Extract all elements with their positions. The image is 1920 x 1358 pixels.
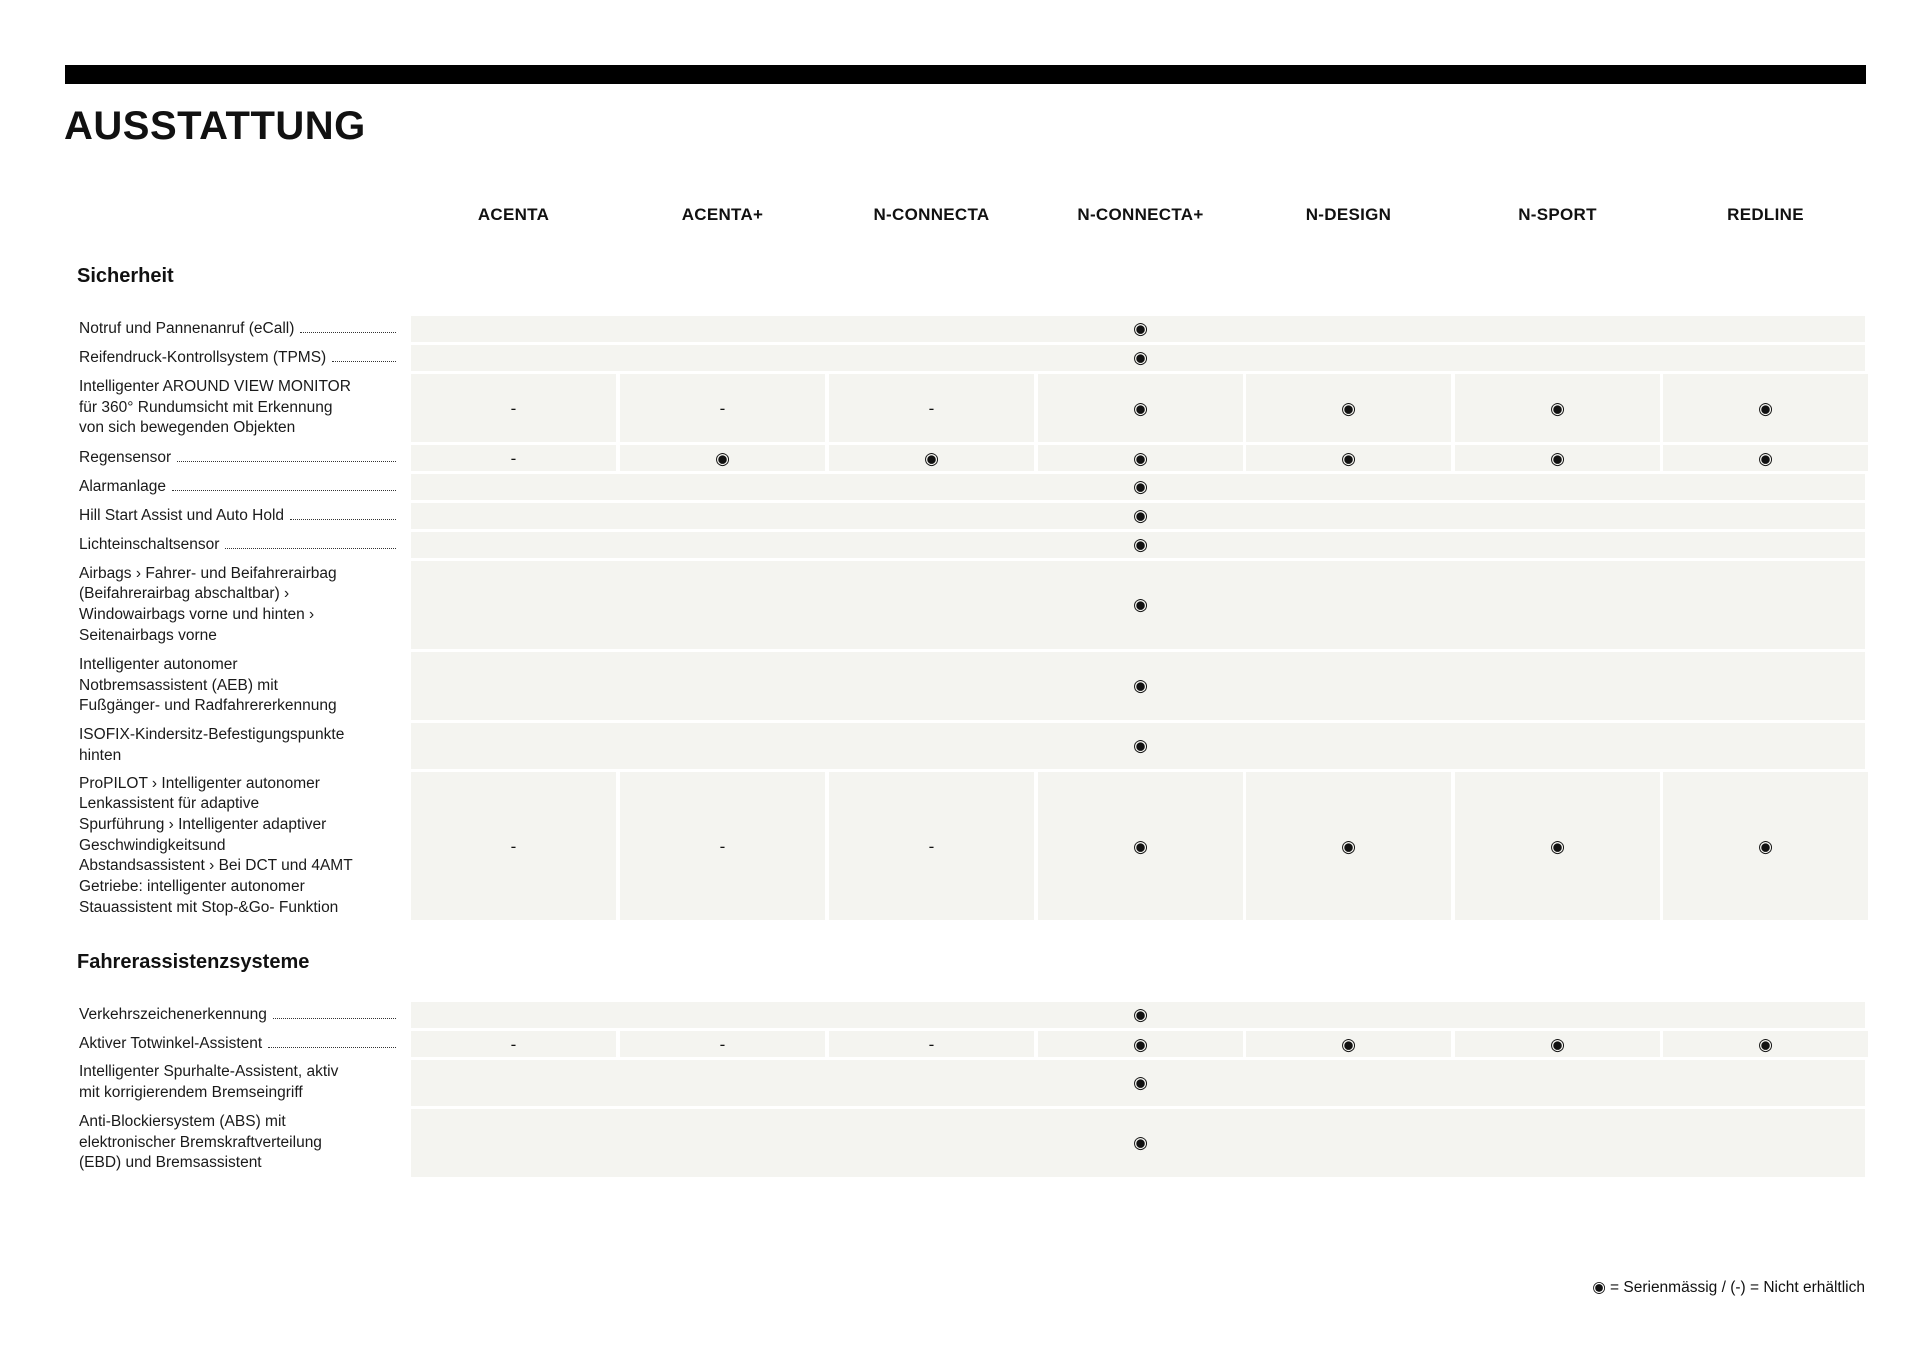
leader-dots [332,361,396,362]
not-available-cell [411,374,616,442]
filled-circle-icon: ◉ [1758,836,1773,856]
not-available-cell [829,374,1034,442]
legend: ◉ = Serienmässig / (-) = Nicht erhältlich [1592,1279,1865,1296]
leader-dots [268,1047,396,1048]
feature-label-text: Hill Start Assist und Auto Hold [79,506,285,524]
standard-cell [1038,374,1243,442]
column-header: N-DESIGN [1305,205,1392,224]
filled-circle-icon: ◉ [1341,1034,1356,1054]
standard-cell [1455,445,1660,471]
standard-cell [620,445,825,471]
feature-label-line: Intelligenter AROUND VIEW MONITOR [79,377,351,395]
feature-label-line: für 360° Rundumsicht mit Erkennung [79,398,333,416]
dash-icon: - [719,398,726,418]
feature-label-text: Lichteinschaltsensor [79,535,220,553]
feature-label-line: Lenkassistent für adaptive [79,795,260,813]
feature-label-line: mit korrigierendem Bremseingriff [79,1084,303,1101]
standard-all-icon: ◉ [1133,1073,1148,1092]
standard-cell [1246,772,1451,920]
feature-label-line: hinten [79,747,122,764]
feature-label [79,561,396,649]
standard-all-icon: ◉ [1133,506,1148,525]
filled-circle-icon: ◉ [1133,448,1148,468]
feature-label-line: (Beifahrerairbag abschaltbar) › [79,585,290,603]
feature-label-line: Geschwindigkeitsund [79,836,226,854]
column-header: REDLINE [1727,205,1804,224]
filled-circle-icon: ◉ [1758,448,1773,468]
not-available-cell [411,772,616,920]
column-header: N-CONNECTA+ [1077,205,1204,224]
feature-label-line: ISOFIX-Kindersitz-Befestigungspunkte [79,726,345,744]
filled-circle-icon: ◉ [924,448,939,468]
filled-circle-icon: ◉ [1758,1034,1773,1054]
top-rule [65,65,1866,84]
feature-label [79,723,396,769]
feature-label [79,503,396,529]
filled-circle-icon: ◉ [1341,398,1356,418]
dash-icon: - [928,836,935,856]
dash-icon: - [719,836,726,856]
dash-icon: - [510,1034,517,1054]
standard-all-icon: ◉ [1133,1005,1148,1024]
standard-cell [1663,772,1868,920]
leader-dots [300,332,396,333]
filled-circle-icon: ◉ [1133,1034,1148,1054]
feature-label [79,1060,396,1106]
standard-all-icon: ◉ [1133,676,1148,695]
feature-label-line: ProPILOT › Intelligenter autonomer [79,774,320,792]
feature-label [79,445,396,471]
feature-label-line: Airbags › Fahrer- und Beifahrerairbag [79,564,337,582]
leader-dots [225,548,396,549]
not-available-cell [411,1031,616,1057]
standard-cell [1663,445,1868,471]
standard-all-icon: ◉ [1133,348,1148,367]
dash-icon: - [928,398,935,418]
filled-circle-icon: ◉ [715,448,730,468]
page-title: AUSSTATTUNG [64,104,366,148]
standard-cell [1038,772,1243,920]
leader-dots [177,461,396,462]
feature-label-line: Seitenairbags vorne [79,626,217,644]
standard-all-icon: ◉ [1133,595,1148,614]
leader-dots [290,519,396,520]
filled-circle-icon: ◉ [1550,448,1565,468]
standard-cell [1246,374,1451,442]
dash-icon: - [928,1034,935,1054]
feature-label-line: Stauassistent mit Stop-&Go- Funktion [79,898,339,916]
not-available-cell [620,374,825,442]
feature-label [79,1031,396,1057]
feature-label-text: Regensensor [79,448,172,466]
feature-label [79,532,396,558]
standard-cell [1455,374,1660,442]
feature-label [79,374,396,442]
section-title: Sicherheit [77,265,174,287]
feature-label [79,345,396,371]
standard-cell [829,445,1034,471]
filled-circle-icon: ◉ [1550,398,1565,418]
not-available-cell [620,1031,825,1057]
standard-cell [1038,445,1243,471]
column-header: N-CONNECTA [873,205,990,224]
column-header: ACENTA+ [681,205,764,224]
feature-label-line: Intelligenter Spurhalte-Assistent, aktiv [79,1063,339,1081]
dash-icon: - [510,836,517,856]
standard-cell [1663,374,1868,442]
standard-all-icon: ◉ [1133,535,1148,554]
not-available-cell [829,772,1034,920]
feature-label-line: von sich bewegenden Objekten [79,419,296,437]
column-header: N-SPORT [1518,205,1597,224]
feature-label-line: Windowairbags vorne und hinten › [79,606,315,623]
standard-all-icon: ◉ [1133,736,1148,755]
filled-circle-icon: ◉ [1550,1034,1565,1054]
feature-label [79,772,396,920]
dash-icon: - [510,398,517,418]
standard-cell [1455,772,1660,920]
feature-label-text: Verkehrszeichenerkennung [79,1005,267,1023]
feature-label-text: Alarmanlage [79,477,167,495]
filled-circle-icon: ◉ [1550,836,1565,856]
not-available-cell [411,445,616,471]
dash-icon: - [510,448,517,468]
standard-cell [1038,1031,1243,1057]
standard-cell [1663,1031,1868,1057]
feature-label-text: Reifendruck-Kontrollsystem (TPMS) [79,348,327,366]
feature-label-line: (EBD) und Bremsassistent [79,1154,262,1172]
standard-all-icon: ◉ [1133,1133,1148,1152]
filled-circle-icon: ◉ [1341,836,1356,856]
feature-label-line: Abstandsassistent › Bei DCT und 4AMT [79,857,353,875]
feature-label-line: elektronischer Bremskraftverteilung [79,1133,322,1151]
feature-label-line: Anti-Blockiersystem (ABS) mit [79,1112,286,1130]
feature-label-line: Intelligenter autonomer [79,655,238,673]
not-available-cell [620,772,825,920]
leader-dots [273,1018,396,1019]
feature-label [79,1002,396,1028]
feature-label [79,1109,396,1177]
standard-cell [1246,445,1451,471]
standard-all-icon: ◉ [1133,477,1148,496]
feature-label-line: Notbremsassistent (AEB) mit [79,676,278,694]
feature-label-line: Spurführung › Intelligenter adaptiver [79,815,327,833]
filled-circle-icon: ◉ [1758,398,1773,418]
not-available-cell [829,1031,1034,1057]
feature-label-line: Getriebe: intelligenter autonomer [79,878,305,896]
feature-label-line: Fußgänger- und Radfahrererkennung [79,697,337,715]
standard-all-icon: ◉ [1133,319,1148,338]
filled-circle-icon: ◉ [1133,836,1148,856]
filled-circle-icon: ◉ [1133,398,1148,418]
feature-label-text: Aktiver Totwinkel-Assistent [79,1034,263,1052]
feature-label [79,316,396,342]
section-title: Fahrerassistenzsysteme [77,951,310,973]
feature-label [79,474,396,500]
column-header: ACENTA [477,205,550,224]
standard-cell [1246,1031,1451,1057]
standard-cell [1455,1031,1660,1057]
filled-circle-icon: ◉ [1341,448,1356,468]
feature-label [79,652,396,720]
feature-label-text: Notruf und Pannenanruf (eCall) [79,319,295,337]
dash-icon: - [719,1034,726,1054]
leader-dots [172,490,396,491]
